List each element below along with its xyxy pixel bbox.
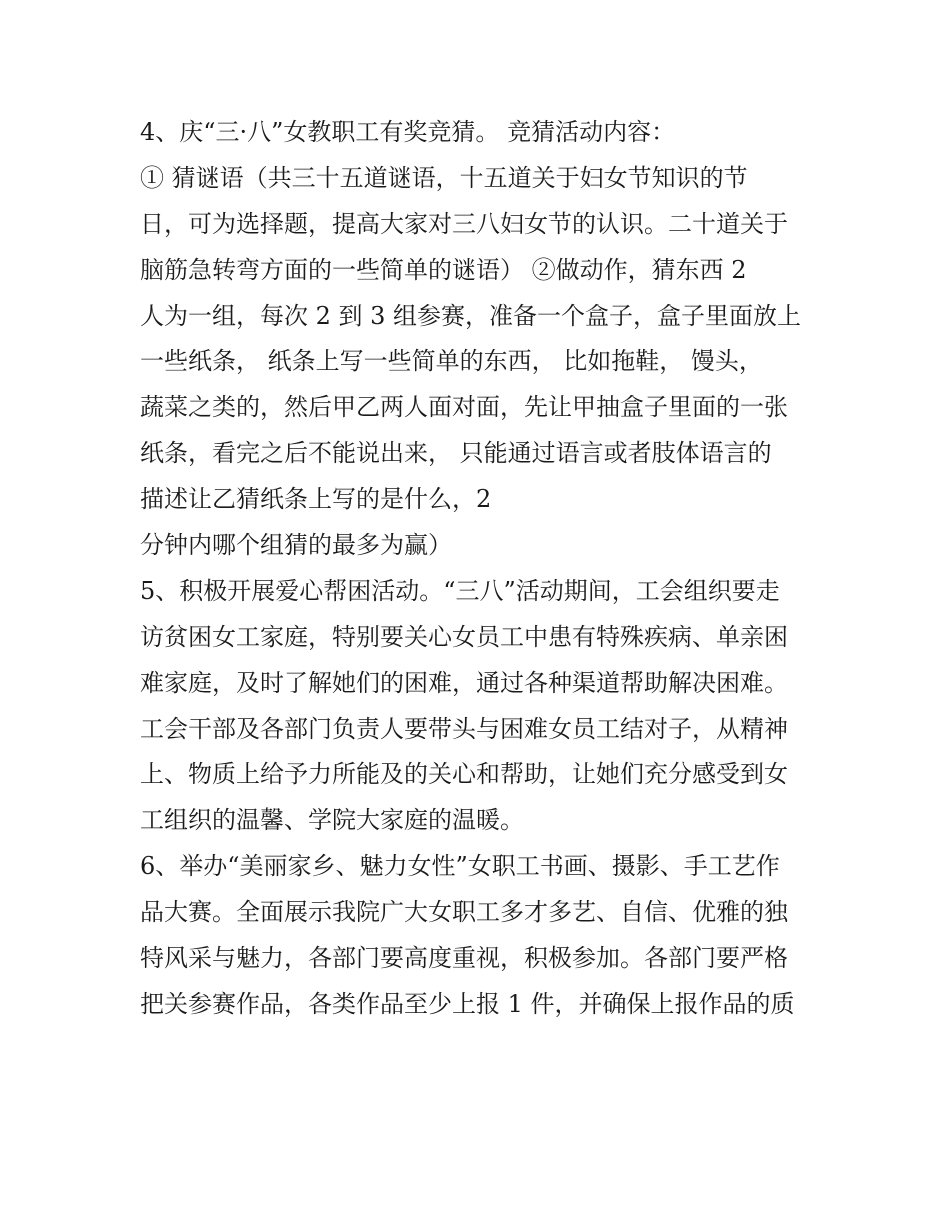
text-line: 把关参赛作品，各类作品至少上报 1 件，并确保上报作品的质 bbox=[140, 989, 795, 1018]
text-line: 日，可为选择题，提高大家对三八妇女节的认识。二十道关于 bbox=[140, 209, 788, 238]
text-line: 纸条，看完之后不能说出来， 只能通过语言或者肢体语言的 bbox=[140, 439, 772, 468]
text-line: 一些纸条， 纸条上写一些简单的东西， 比如拖鞋， 馒头， bbox=[140, 347, 763, 376]
text-line: 工组织的温馨、学院大家庭的温暖。 bbox=[140, 806, 524, 835]
text-line: 上、物质上给予力所能及的关心和帮助，让她们充分感受到女 bbox=[140, 760, 788, 789]
text-line: 4、庆“三·八”女教职工有奖竞猜。 竞猜活动内容： bbox=[140, 118, 676, 146]
text-line: 6、举办“美丽家乡、魅力女性”女职工书画、摄影、手工艺作 bbox=[140, 852, 780, 881]
text-line: 描述让乙猜纸条上写的是什么，2 bbox=[140, 485, 492, 514]
text-line: 工会干部及各部门负责人要带头与困难女员工结对子，从精神 bbox=[140, 714, 788, 743]
text-line: ① 猜谜语（共三十五道谜语，十五道关于妇女节知识的节 bbox=[140, 163, 748, 192]
text-line: 分钟内哪个组猜的最多为赢） bbox=[140, 531, 452, 560]
text-line: 脑筋急转弯方面的一些简单的谜语） ②做动作，猜东西 2 bbox=[140, 255, 747, 284]
text-line: 访贫困女工家庭，特别要关心女员工中患有特殊疾病、单亲困 bbox=[140, 622, 788, 651]
document-body bbox=[140, 110, 830, 1028]
text-line: 特风采与魅力，各部门要高度重视，积极参加。各部门要严格 bbox=[140, 944, 788, 973]
text-line: 品大赛。全面展示我院广大女职工多才多艺、自信、优雅的独 bbox=[140, 898, 788, 927]
text-line: 人为一组，每次 2 到 3 组参赛，准备一个盒子，盒子里面放上 bbox=[140, 301, 802, 330]
text-line: 蔬菜之类的，然后甲乙两人面对面，先让甲抽盒子里面的一张 bbox=[140, 393, 788, 422]
text-line: 难家庭，及时了解她们的困难，通过各种渠道帮助解决困难。 bbox=[140, 668, 788, 697]
text-line: 5、积极开展爱心帮困活动。“三八”活动期间，工会组织要走 bbox=[140, 576, 780, 605]
